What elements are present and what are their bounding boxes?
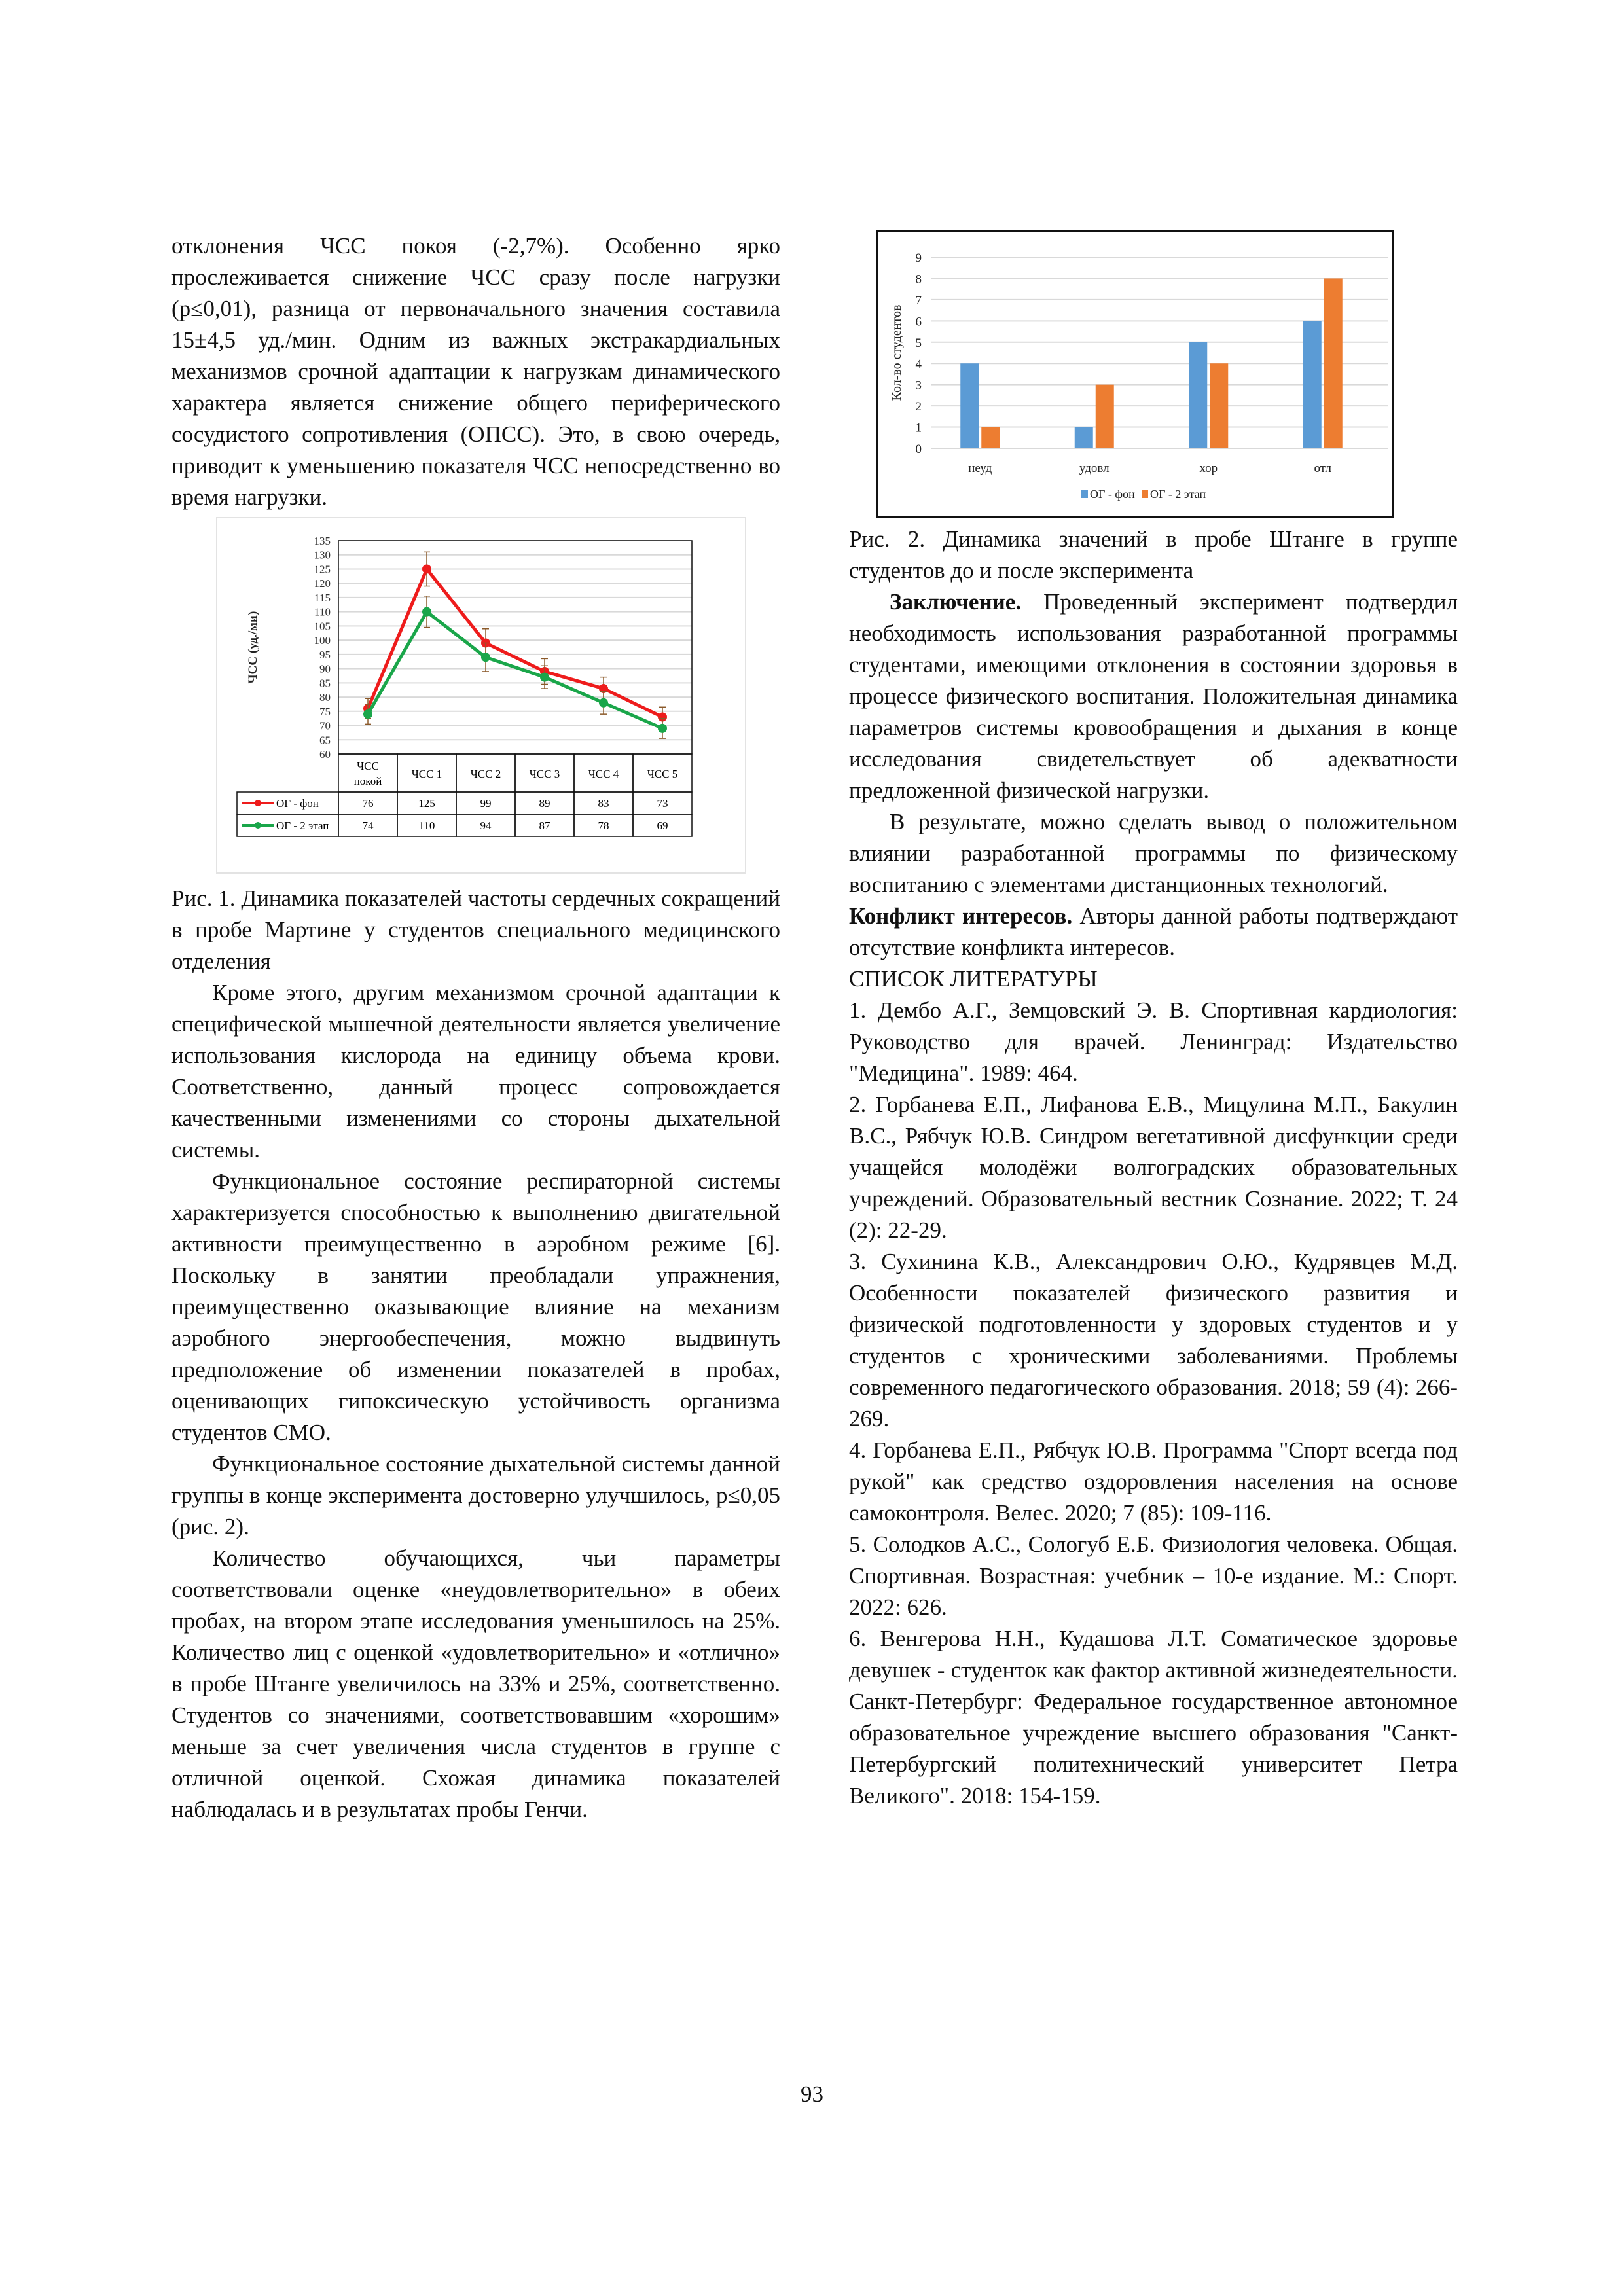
reference-item: 4. Горбанева Е.П., Рябчук Ю.В. Программа "Спорт всегда под рукой" как средство оздоровления населения на основе самоконтроля. Велес. 2020; 7 (85): 109-116. <box>849 1437 1458 1526</box>
svg-text:74: 74 <box>362 819 374 832</box>
svg-text:3: 3 <box>915 378 922 393</box>
left-column <box>171 230 780 1825</box>
svg-text:73: 73 <box>657 797 668 810</box>
svg-text:110: 110 <box>418 819 435 832</box>
reference-item: 3. Сухинина К.В., Александрович О.Ю., Кудрявцев М.Д. Особенности показателей физического развития и физической подготовленности у здоровых студентов и у студентов с хроническими заболеваниями. Проблемы современного педагогического образования. 2018; 59 (4): 266-269. <box>849 1249 1458 1431</box>
paragraph: Функциональное состояние дыхательной системы данной группы в конце эксперимента достоверно улучшилось, p≤0,05 (рис. 2). <box>171 1451 780 1539</box>
svg-text:80: 80 <box>319 691 331 704</box>
svg-text:0: 0 <box>915 442 922 456</box>
svg-text:135: 135 <box>314 535 331 547</box>
svg-text:69: 69 <box>657 819 668 832</box>
svg-text:ОГ - фон: ОГ - фон <box>1090 488 1135 501</box>
figure-2-bar-chart <box>876 230 1394 518</box>
svg-text:60: 60 <box>319 748 331 761</box>
svg-text:4: 4 <box>915 357 922 372</box>
conflict-paragraph <box>849 901 1458 963</box>
page-number: 93 <box>801 2081 823 2107</box>
svg-text:120: 120 <box>314 577 331 590</box>
svg-text:125: 125 <box>418 797 435 810</box>
svg-text:70: 70 <box>319 719 331 732</box>
svg-text:83: 83 <box>598 797 609 810</box>
conclusion-paragraph <box>849 586 1458 806</box>
svg-text:ОГ - 2 этап: ОГ - 2 этап <box>276 819 329 832</box>
paragraph: В результате, можно сделать вывод о положительном влиянии разработанной программы по физическому воспитанию с элементами дистанционных технологий. <box>849 809 1458 897</box>
svg-text:94: 94 <box>480 819 492 832</box>
svg-text:85: 85 <box>319 677 331 690</box>
reference-item: 1. Дембо А.Г., Земцовский Э. В. Спортивная кардиология: Руководство для врачей. Ленинград: Издательство "Медицина". 1989: 464. <box>849 997 1458 1086</box>
svg-text:105: 105 <box>314 620 331 633</box>
svg-text:ЧСС (уд./ми): ЧСС (уд./ми) <box>246 611 260 684</box>
svg-text:100: 100 <box>314 634 331 647</box>
svg-text:95: 95 <box>319 648 331 661</box>
references-heading: СПИСОК ЛИТЕРАТУРЫ <box>849 966 1098 992</box>
svg-text:ЧСС: ЧСС <box>357 760 379 772</box>
svg-text:90: 90 <box>319 662 331 675</box>
svg-text:ЧСС 3: ЧСС 3 <box>529 768 560 780</box>
svg-text:ЧСС 1: ЧСС 1 <box>411 768 442 780</box>
svg-text:Кол-во студентов: Кол-во студентов <box>890 304 904 401</box>
conclusion-label: Заключение. <box>890 589 1022 615</box>
svg-text:удовл: удовл <box>1079 461 1110 475</box>
svg-text:ЧСС 2: ЧСС 2 <box>470 768 501 780</box>
svg-text:5: 5 <box>915 336 922 350</box>
paragraph: Функциональное состояние респираторной системы характеризуется способностью к выполнению двигательной активности преимущественно в аэробном режиме [6]. Поскольку в занятии преобладали упражнения, преимущественно оказывающие влияние на механизм аэробного энергообеспечения, можно выдвинуть предположение об изменении показателей в пробах, оценивающих гипоксическую устойчивость организма студентов СМО. <box>171 1168 780 1445</box>
svg-text:отл: отл <box>1314 461 1332 475</box>
figure-1-line-chart <box>216 517 746 874</box>
svg-text:110: 110 <box>314 605 331 619</box>
conflict-text: Авторы данной работы подтверждают отсутствие конфликта интересов. <box>849 903 1458 960</box>
svg-text:2: 2 <box>915 400 922 414</box>
svg-text:75: 75 <box>319 705 331 718</box>
svg-text:89: 89 <box>539 797 550 810</box>
svg-text:6: 6 <box>915 315 922 329</box>
svg-text:9: 9 <box>915 251 922 265</box>
paragraph: отклонения ЧСС покоя (-2,7%). Особенно ярко прослеживается снижение ЧСС сразу после нагрузки (p≤0,01), разница от первоначального значения составила 15±4,5 уд./мин. Одним из важных экстракардиальных механизмов срочной адаптации к нагрузкам динамического характера является снижение общего периферического сосудистого сопротивления (ОПСС). Это, в свою очередь, приводит к уменьшению показателя ЧСС непосредственно во время нагрузки. <box>171 233 780 510</box>
paragraph: Количество обучающихся, чьи параметры соответствовали оценке «неудовлетворительно» в обеих пробах, на втором этапе исследования уменьшилось на 25%. Количество лиц с оценкой «удовлетворительно» и «отлично» в пробе Штанге увеличилось на 33% и 25%, соответственно. Студентов со значениями, соответствовавшим «хорошим» меньше за счет увеличения числа студентов в группе с отличной оценкой. Схожая динамика показателей наблюдалась и в результатах пробы Генчи. <box>171 1545 780 1822</box>
svg-text:ЧСС 5: ЧСС 5 <box>647 768 678 780</box>
heart-rate-chart <box>217 518 745 872</box>
svg-text:ОГ - фон: ОГ - фон <box>276 797 319 810</box>
svg-text:покой: покой <box>353 775 382 787</box>
svg-text:7: 7 <box>915 293 922 308</box>
figure-2-caption: Рис. 2. Динамика значений в пробе Штанге в группе студентов до и после эксперимента <box>849 526 1458 583</box>
figure-1-caption: Рис. 1. Динамика показателей частоты сердечных сокращений в пробе Мартине у студентов специального медицинского отделения <box>171 886 780 974</box>
right-column <box>849 230 1458 1812</box>
conflict-label: Конфликт интересов. <box>849 903 1073 929</box>
paragraph: Кроме этого, другим механизмом срочной адаптации к специфической мышечной деятельности является увеличение использования кислорода на единицу объема крови. Соответственно, данный процесс сопровождается качественными изменениями со стороны дыхательной системы. <box>171 980 780 1162</box>
svg-text:1: 1 <box>915 421 922 435</box>
reference-item: 2. Горбанева Е.П., Лифанова Е.В., Мицулина М.П., Бакулин В.С., Рябчук Ю.В. Синдром вегетативной дисфункции среди учащейся молодёжи волгоградских образовательных учреждений. Образовательный вестник Сознание. 2022; Т. 24 (2): 22-29. <box>849 1092 1458 1243</box>
svg-text:87: 87 <box>539 819 550 832</box>
conclusion-text: Проведенный эксперимент подтвердил необходимость использования разработанной программы студентами, имеющими отклонения в состоянии здоровья в процессе физического воспитания. Положительная динамика параметров системы кровообращения и дыхания в конце исследования свидетельствует об адекватности предложенной физической нагрузки. <box>849 589 1458 803</box>
svg-text:99: 99 <box>480 797 492 810</box>
svg-text:ОГ - 2 этап: ОГ - 2 этап <box>1150 488 1206 501</box>
svg-text:78: 78 <box>598 819 609 832</box>
reference-item: 5. Солодков А.С., Сологуб Е.Б. Физиология человека. Общая. Спортивная. Возрастная: учебник – 10-е издание. М.: Спорт. 2022: 626. <box>849 1532 1458 1620</box>
svg-text:неуд: неуд <box>968 461 992 475</box>
svg-text:130: 130 <box>314 548 331 562</box>
svg-text:65: 65 <box>319 734 331 747</box>
svg-text:8: 8 <box>915 272 922 287</box>
reference-item: 6. Венгерова Н.Н., Кудашова Л.Т. Соматическое здоровье девушек - студенток как фактор активной жизнедеятельности. Санкт-Петербург: Федеральное государственное автономное образовательное учреждение высшего образования "Санкт-Петербургский политехнический университет Петра Великого". 2018: 154-159. <box>849 1626 1458 1808</box>
svg-text:115: 115 <box>314 591 331 604</box>
svg-text:76: 76 <box>362 797 374 810</box>
stange-test-chart <box>878 232 1392 516</box>
svg-text:ЧСС 4: ЧСС 4 <box>588 768 619 780</box>
svg-text:хор: хор <box>1199 461 1218 475</box>
svg-text:125: 125 <box>314 563 331 576</box>
